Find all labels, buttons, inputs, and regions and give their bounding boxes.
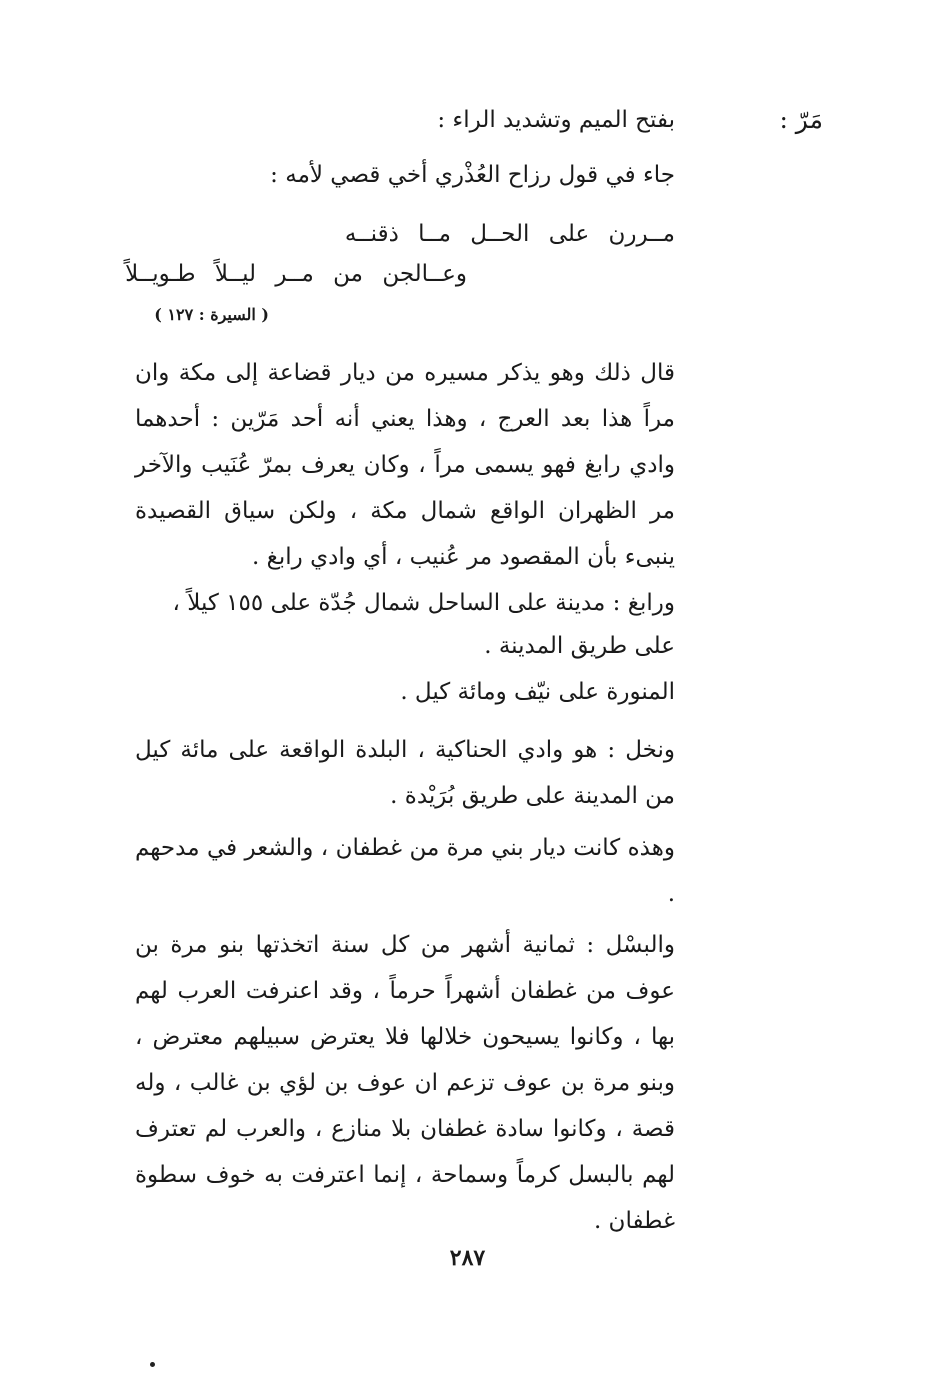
scan-speck bbox=[150, 1362, 155, 1367]
page-number: ٢٨٧ bbox=[449, 1245, 486, 1271]
paragraph-rabigh-line-3: المنورة على نيّف ومائة كيل . bbox=[400, 679, 675, 705]
paragraph-ghatafan: وهذه كانت ديار بني مرة من غطفان ، والشعر في مدحهم . bbox=[135, 835, 675, 907]
quote-intro: جاء في قول رزاح العُذْري أخي قصي لأمه : bbox=[270, 162, 675, 188]
entry-definition: بفتح الميم وتشديد الراء : bbox=[437, 107, 675, 133]
paragraph-rabigh-line-1: ورابغ : مدينة على الساحل شمال جُدّة على ١٥٥ كيلاً ، bbox=[172, 590, 675, 616]
verse-line-2: وعــالجن من مــر ليــلاً طـويــلاً bbox=[125, 261, 467, 287]
citation-source: ( السيرة : ١٢٧ ) bbox=[154, 305, 269, 324]
paragraph-basl: والبسْل : ثمانية أشهر من كل سنة اتخذتها بنو مرة بن عوف من غطفان أشهراً حرماً ، وقد اعنرفت العرب لهم بها ، وكانوا يسيحون خلالها فلا يعترض سبيلهم معترض ، وبنو مرة بن عوف تزعم ان عوف بن لؤي بن غالب ، وله قصة ، وكانوا سادة غطفان بلا منازع ، والعرب لم تعترف لهم بالبسل كرماً وسماحة ، إنما اعترفت به خوف سطوة غطفان . bbox=[135, 932, 675, 1234]
paragraph-nakhl: ونخل : هو وادي الحناكية ، البلدة الواقعة على مائة كيل من المدينة على طريق بُرَيْدة . bbox=[135, 737, 675, 809]
verse-line-1: مــررن على الحــل مــا ذقنــه bbox=[344, 221, 675, 247]
paragraph-commentary: قال ذلك وهو يذكر مسيره من ديار قضاعة إلى مكة وان مراً هذا بعد العرج ، وهذا يعني أنه أحد مَرّين : أحدهما وادي رابغ فهو يسمى مراً ، وكان يعرف بمرّ عُنَيب والآخر مر الظهران الواقع شمال مكة ، ولكن سياق القصيدة ينبىء بأن المقصود مر عُنيب ، أي وادي رابغ . bbox=[135, 360, 675, 570]
paragraph-rabigh-line-2: على طريق المدينة . bbox=[484, 633, 675, 659]
entry-headword: مَرّ : bbox=[779, 105, 823, 134]
